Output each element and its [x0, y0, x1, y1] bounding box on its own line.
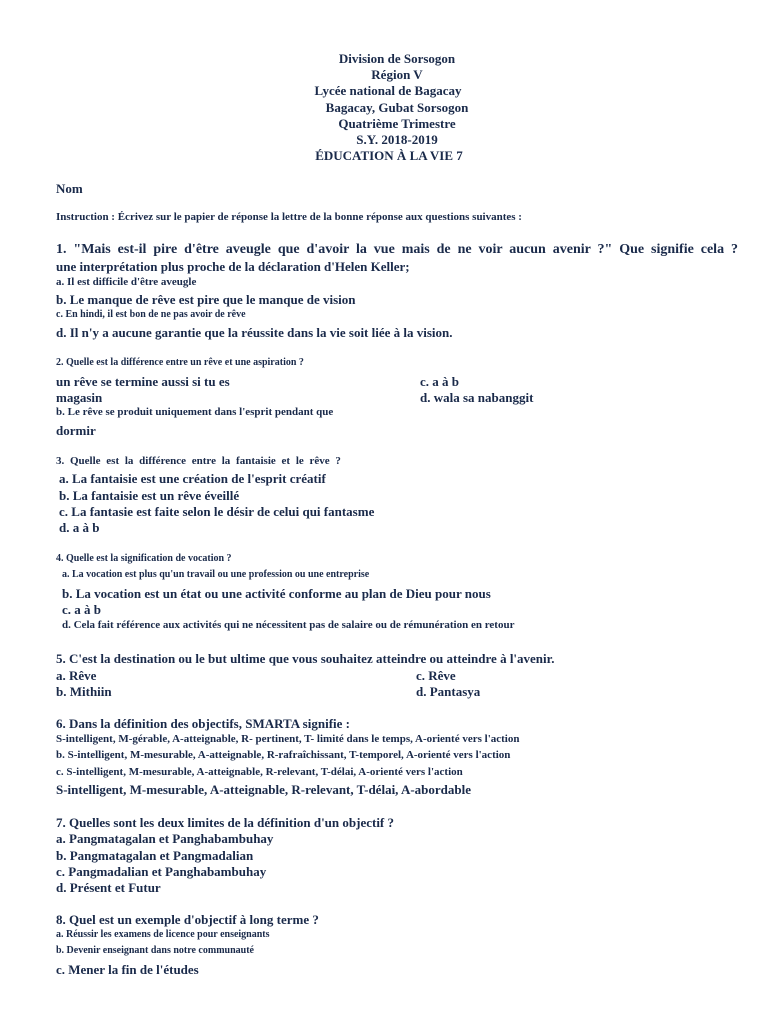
q2-question: 2. Quelle est la différence entre un rêve et une aspiration ?	[56, 357, 304, 368]
q1-option-a: a. Il est difficile d'être aveugle	[56, 276, 197, 288]
q5-question: 5. C'est la destination ou le but ultime que vous souhaitez atteindre ou atteindre à l'avenir.	[56, 651, 555, 666]
q8-question: 8. Quel est un exemple d'objectif à long terme ?	[56, 912, 319, 927]
q7-option-b: b. Pangmatagalan et Pangmadalian	[56, 848, 254, 863]
header-term: Quatrième Trimestre	[338, 116, 456, 131]
header-address: Bagacay, Gubat Sorsogon	[325, 100, 469, 115]
q5-option-b: b. Mithiin	[56, 684, 112, 699]
q8-option-a: a. Réussir les examens de licence pour enseignants	[56, 929, 270, 940]
q2-option-b-line2: dormir	[56, 423, 96, 438]
instruction: Instruction : Écrivez sur le papier de réponse la lettre de la bonne réponse aux questions suivantes :	[56, 211, 522, 223]
q3-question: 3. Quelle est la différence entre la fantaisie et le rêve ?	[56, 455, 341, 467]
q4-option-a: a. La vocation est plus qu'un travail ou une profession ou une entreprise	[62, 569, 370, 580]
q8-option-c: c. Mener la fin de l'études	[56, 962, 199, 977]
q1-subtext: une interprétation plus proche de la déclaration d'Helen Keller;	[56, 259, 410, 274]
header-school: Lycée national de Bagacay	[314, 83, 462, 98]
q2-option-a-line2: magasin	[56, 390, 103, 405]
name-label: Nom	[56, 181, 83, 196]
q7-option-c: c. Pangmadalian et Panghabambuhay	[56, 864, 267, 879]
q7-option-d: d. Présent et Futur	[56, 880, 161, 895]
q5-option-c: c. Rêve	[416, 668, 456, 683]
q3-option-b: b. La fantaisie est un rêve éveillé	[59, 488, 240, 503]
header-region: Région V	[371, 67, 423, 82]
q5-option-d: d. Pantasya	[416, 684, 481, 699]
q8-option-b: b. Devenir enseignant dans notre communauté	[56, 945, 254, 956]
q6-question: 6. Dans la définition des objectifs, SMARTA signifie :	[56, 716, 350, 731]
header-school-year: S.Y. 2018-2019	[356, 132, 438, 147]
q1-option-d: d. Il n'y a aucune garantie que la réussite dans la vie soit liée à la vision.	[56, 325, 453, 340]
q3-option-c: c. La fantasie est faite selon le désir de celui qui fantasme	[59, 504, 375, 519]
q1-option-c: c. En hindi, il est bon de ne pas avoir de rêve	[56, 309, 246, 320]
q3-option-a: a. La fantaisie est une création de l'esprit créatif	[59, 471, 326, 486]
q5-option-a: a. Rêve	[56, 668, 97, 683]
header-division: Division de Sorsogon	[338, 51, 456, 66]
q4-option-c: c. a à b	[62, 602, 101, 617]
q6-option-c: c. S-intelligent, M-mesurable, A-atteignable, R-relevant, T-délai, A-orienté vers l'action	[56, 766, 463, 778]
q2-option-c: c. a à b	[420, 374, 459, 389]
q1-option-b: b. Le manque de rêve est pire que le manque de vision	[56, 292, 356, 307]
q4-question: 4. Quelle est la signification de vocation ?	[56, 553, 232, 564]
q6-option-b: b. S-intelligent, M-mesurable, A-atteignable, R-rafraîchissant, T-temporel, A-orienté vers l'action	[56, 749, 511, 761]
q6-option-a: S-intelligent, M-gérable, A-atteignable, R- pertinent, T- limité dans le temps, A-orienté vers l'action	[56, 733, 520, 745]
q2-option-a-line1: un rêve se termine aussi si tu es	[56, 374, 230, 389]
q4-option-b: b. La vocation est un état ou une activité conforme au plan de Dieu pour nous	[62, 586, 491, 601]
q3-option-d: d. a à b	[59, 520, 100, 535]
header-subject: ÉDUCATION À LA VIE 7	[315, 148, 463, 163]
q2-option-b-line1: b. Le rêve se produit uniquement dans l'esprit pendant que	[56, 406, 334, 418]
q1-question: 1. "Mais est-il pire d'être aveugle que d'avoir la vue mais de ne voir aucun avenir ?" Que signifie cela ?	[56, 242, 738, 257]
q4-option-d: d. Cela fait référence aux activités qui ne nécessitent pas de salaire ou de rémunération en retour	[62, 619, 515, 631]
q6-option-d: S-intelligent, M-mesurable, A-atteignable, R-relevant, T-délai, A-abordable	[56, 782, 472, 797]
q2-option-d: d. wala sa nabanggit	[420, 390, 534, 405]
q7-question: 7. Quelles sont les deux limites de la définition d'un objectif ?	[56, 815, 395, 830]
q7-option-a: a. Pangmatagalan et Panghabambuhay	[56, 831, 274, 846]
